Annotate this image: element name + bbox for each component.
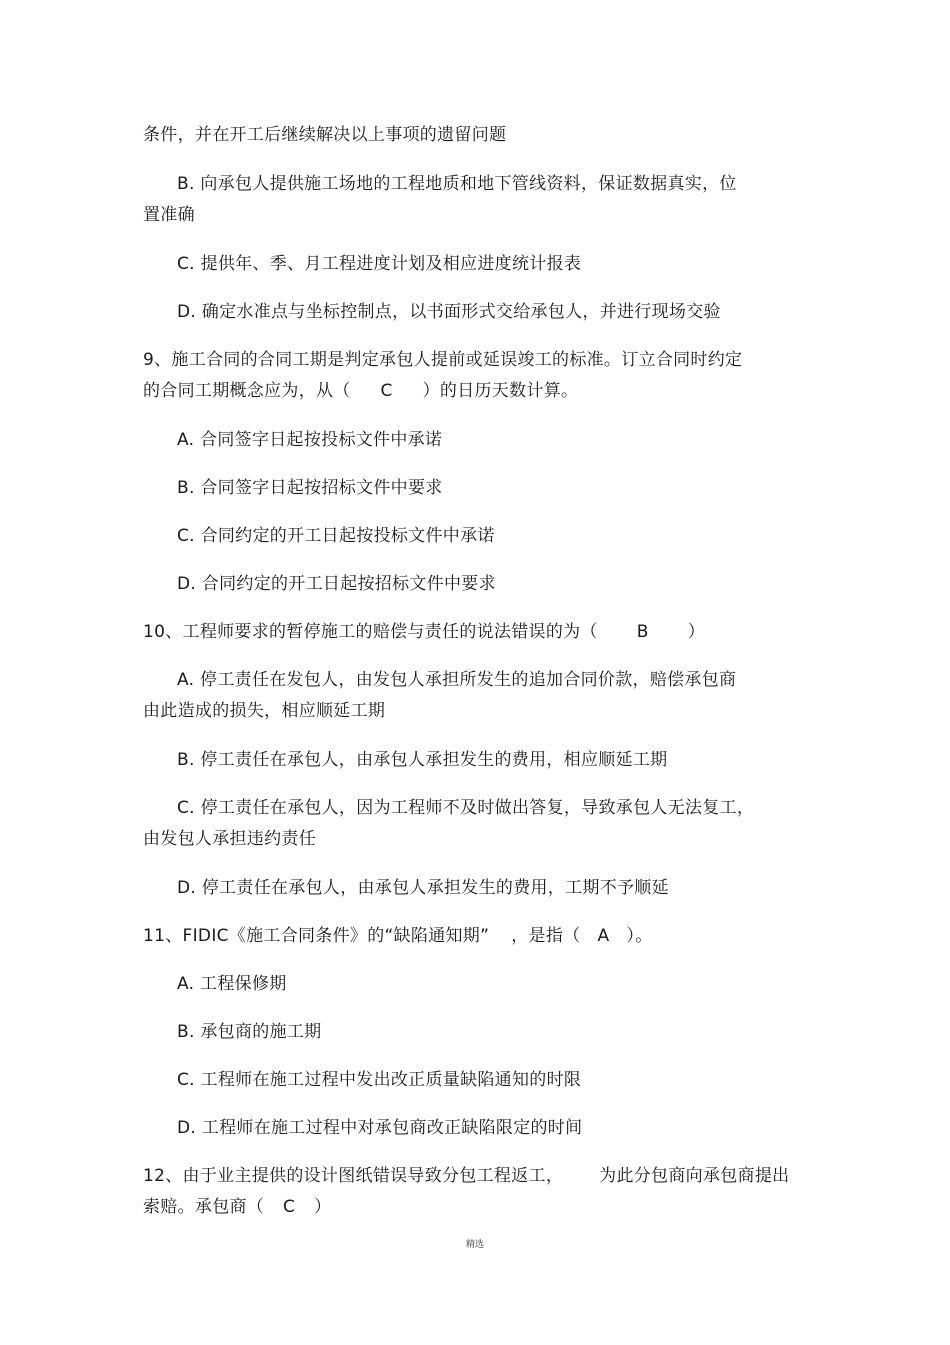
text-line: 由发包人承担违约责任 [143, 829, 316, 849]
option-c: C. 合同约定的开工日起按投标文件中承诺 [177, 526, 495, 546]
question-text: 10、工程师要求的暂停施工的赔偿与责任的说法错误的为（ [143, 622, 598, 642]
option-a: A. 工程保修期 [177, 974, 287, 994]
question-text: ） [314, 1197, 332, 1217]
question-text: ） [687, 622, 706, 642]
option-c: C. 工程师在施工过程中发出改正质量缺陷通知的时限 [177, 1070, 582, 1090]
option-b: B. 合同签字日起按招标文件中要求 [177, 478, 443, 498]
option-a: A. 停工责任在发包人，由发包人承担所发生的追加合同价款，赔偿承包商 [177, 670, 737, 690]
answer-letter: A [597, 926, 610, 946]
option-b: B. 停工责任在承包人，由承包人承担发生的费用，相应顺延工期 [177, 750, 668, 770]
question-text: ）的日历天数计算。 [422, 381, 579, 401]
option-d: D. 工程师在施工过程中对承包商改正缺陷限定的时间 [177, 1118, 583, 1138]
option-d: D. 合同约定的开工日起按招标文件中要求 [177, 574, 496, 594]
option-c: C. 提供年、季、月工程进度计划及相应进度统计报表 [177, 254, 582, 274]
question-text: 的合同工期概念应为，从（ [143, 381, 351, 401]
question-12 [143, 1165, 789, 1187]
question-text: 索赔。承包商（ [143, 1197, 265, 1217]
question-text: ）。 [626, 926, 653, 946]
text-line: 置准确 [143, 205, 195, 225]
option-d: D. 确定水准点与坐标控制点，以书面形式交给承包人，并进行现场交验 [177, 302, 721, 322]
answer-letter: C [283, 1197, 296, 1217]
option-b: B. 承包商的施工期 [177, 1022, 322, 1042]
option-d: D. 停工责任在承包人，由承包人承担发生的费用，工期不予顺延 [177, 878, 669, 898]
question-text: 11、FIDIC《施工合同条件》的“缺陷通知期” [143, 926, 490, 946]
question-11 [143, 925, 653, 947]
question-text: 为此分包商向承包商提出 [599, 1166, 790, 1186]
answer-letter: C [380, 381, 393, 401]
question-12-line-2 [143, 1196, 331, 1218]
page-footer: 精选 [465, 1240, 484, 1250]
option-c: C. 停工责任在承包人，因为工程师不及时做出答复，导致承包人无法复工， [177, 798, 755, 818]
question-9: 9、施工合同的合同工期是判定承包人提前或延误竣工的标准。订立合同时约定 [143, 350, 743, 370]
option-a: A. 合同签字日起按投标文件中承诺 [177, 430, 443, 450]
question-10 [143, 621, 705, 643]
text-line: 条件，并在开工后继续解决以上事项的遗留问题 [143, 125, 507, 145]
question-text: 12、由于业主提供的设计图纸错误导致分包工程返工， [143, 1166, 564, 1186]
option-b: B. 向承包人提供施工场地的工程地质和地下管线资料，保证数据真实，位 [177, 174, 737, 194]
question-text: ，是指（ [511, 926, 581, 946]
question-9-line-2 [143, 380, 578, 402]
answer-letter: B [636, 622, 649, 642]
text-line: 由此造成的损失，相应顺延工期 [143, 701, 386, 721]
